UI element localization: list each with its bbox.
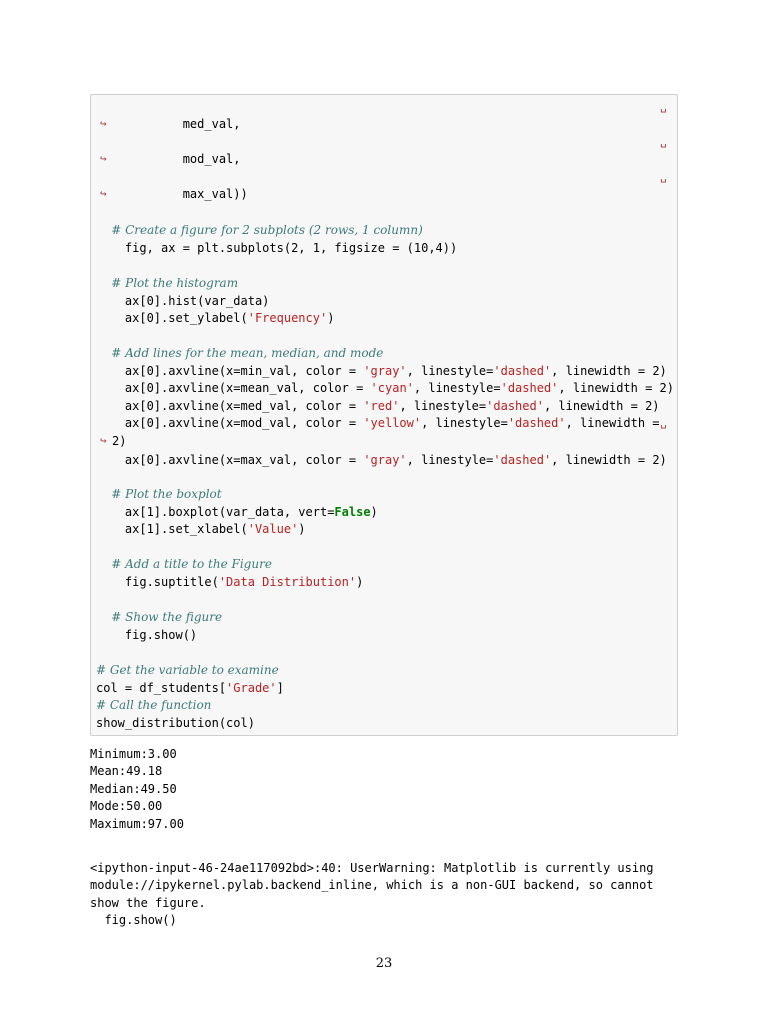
code-line: col = df_students['Grade']	[96, 681, 284, 695]
output-line: Mean:49.18	[90, 764, 163, 778]
code-comment: # Show the figure	[96, 610, 223, 624]
code-line: ax[1].boxplot(var_data, vert=False)	[96, 505, 378, 519]
code-line: fig.show()	[96, 628, 198, 642]
code-line: 2)	[112, 434, 127, 448]
line-wrap-icon: ␣	[660, 135, 667, 148]
code-comment: # Add lines for the mean, median, and mode	[96, 346, 384, 360]
code-line: ax[0].axvline(x=max_val, color = 'gray', linestyle='dashed', linewidth = 2)	[96, 453, 667, 467]
line-wrap-icon: ␣	[660, 416, 667, 429]
code-line: ax[0].axvline(x=mean_val, color = 'cyan', linestyle='dashed', linewidth = 2)	[96, 381, 674, 395]
page-number: 23	[375, 956, 393, 971]
code-line: ax[0].axvline(x=min_val, color = 'gray', linestyle='dashed', linewidth = 2)	[96, 364, 667, 378]
code-line: med_val,	[182, 117, 241, 131]
output-line: show the figure.	[90, 896, 206, 910]
output-line: Maximum:97.00	[90, 817, 184, 831]
code-comment: # Get the variable to examine	[96, 663, 279, 677]
code-comment: # Add a title to the Figure	[96, 557, 272, 571]
output-line: fig.show()	[90, 913, 177, 927]
code-line: ax[0].set_ylabel('Frequency')	[96, 311, 335, 325]
continuation-icon: ↪	[100, 152, 107, 165]
output-line: Median:49.50	[90, 782, 177, 796]
code-line: ax[0].axvline(x=mod_val, color = 'yellow', linestyle='dashed', linewidth =	[96, 416, 660, 430]
line-wrap-icon: ␣	[660, 100, 667, 113]
output-line: <ipython-input-46-24ae117092bd>:40: UserWarning: Matplotlib is currently using	[90, 861, 654, 875]
code-line: fig, ax = plt.subplots(2, 1, figsize = (10,4))	[96, 241, 458, 255]
code-comment: # Plot the histogram	[96, 276, 239, 290]
continuation-icon: ↪	[100, 187, 107, 200]
output-line: Minimum:3.00	[90, 747, 177, 761]
code-comment: # Plot the boxplot	[96, 487, 222, 501]
code-line: mod_val,	[182, 152, 241, 166]
line-wrap-icon: ␣	[660, 170, 667, 183]
code-line: ax[0].axvline(x=med_val, color = 'red', linestyle='dashed', linewidth = 2)	[96, 399, 660, 413]
code-comment: # Create a figure for 2 subplots (2 rows, 1 column)	[96, 223, 423, 237]
code-line: fig.suptitle('Data Distribution')	[96, 575, 364, 589]
code-line: show_distribution(col)	[96, 716, 255, 730]
code-comment: # Call the function	[96, 698, 212, 712]
continuation-icon: ↪	[100, 117, 107, 130]
output-line: Mode:50.00	[90, 799, 163, 813]
code-line: ax[0].hist(var_data)	[96, 294, 270, 308]
continuation-icon: ↪	[100, 434, 107, 447]
code-line: max_val))	[182, 187, 248, 201]
output-line: module://ipykernel.pylab.backend_inline, which is a non-GUI backend, so cannot	[90, 878, 654, 892]
code-line: ax[1].set_xlabel('Value')	[96, 522, 306, 536]
